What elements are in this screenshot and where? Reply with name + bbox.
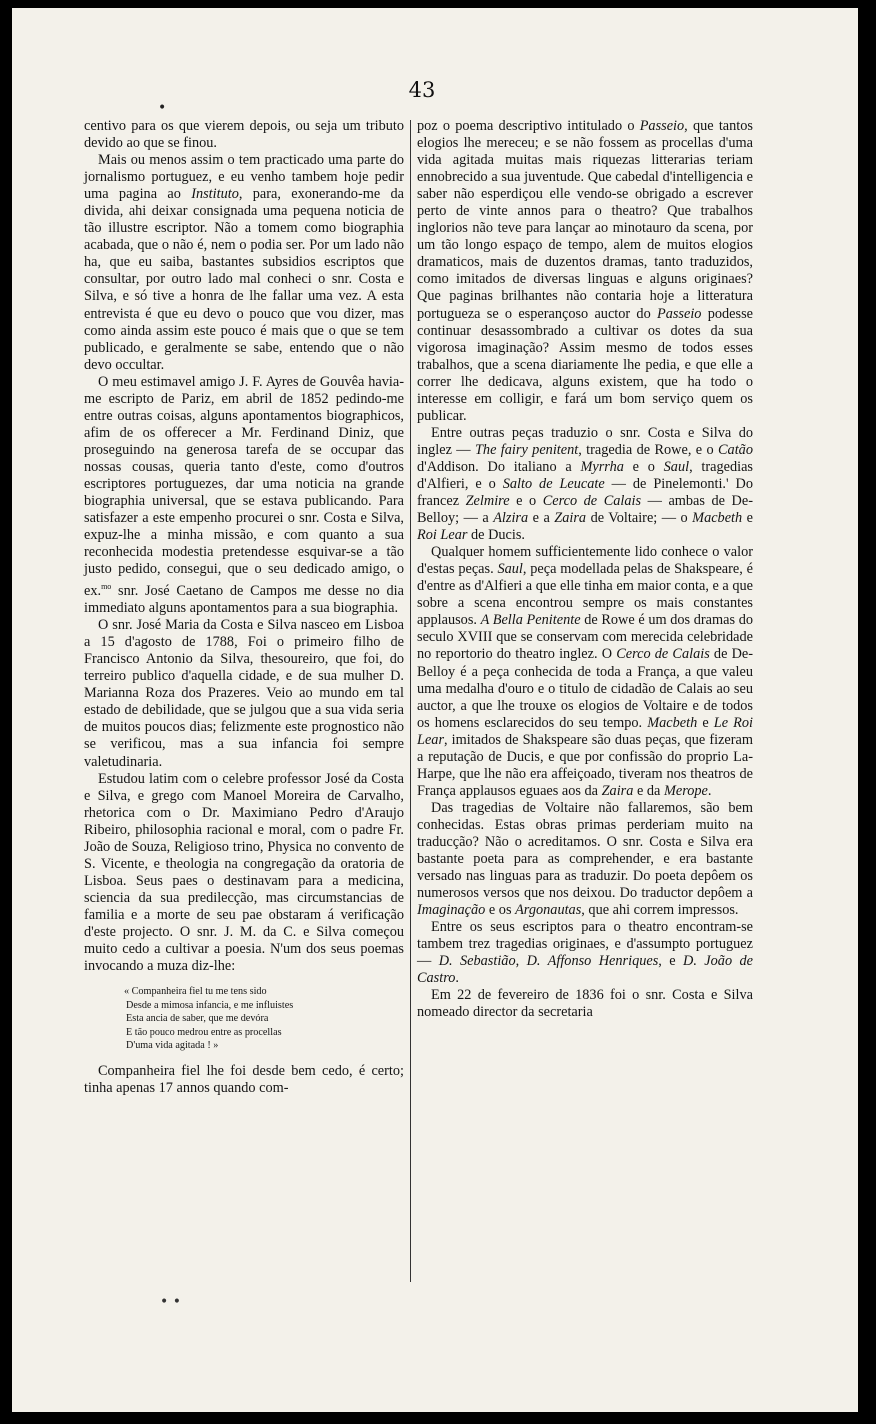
bottom-mark: • • bbox=[160, 1294, 181, 1310]
paragraph: Entre os seus escriptos para o theatro encontram-se tambem trez tragedias originaes, e d'assumpto portuguez — D. Sebastião, D. Affonso Henriques, e D. João de Castro. bbox=[417, 919, 753, 987]
poem-line: « Companheira fiel tu me tens sido bbox=[124, 986, 267, 998]
poem-line: Esta ancia de saber, que me devóra bbox=[126, 1013, 269, 1025]
paragraph: Companheira fiel lhe foi desde bem cedo, é certo; tinha apenas 17 annos quando com- bbox=[84, 1063, 404, 1097]
right-column bbox=[417, 118, 753, 1021]
poem-line: D'uma vida agitada ! » bbox=[126, 1040, 219, 1052]
paragraph: centivo para os que vierem depois, ou seja um tributo devido ao que se finou. bbox=[84, 118, 404, 152]
column-divider bbox=[410, 120, 411, 1282]
paragraph: Em 22 de fevereiro de 1836 foi o snr. Costa e Silva nomeado director da secretaria bbox=[417, 987, 753, 1021]
paragraph: O meu estimavel amigo J. F. Ayres de Gouvêa havia-me escripto de Pariz, em abril de 1852 pedindo-me entre outras coisas, alguns apontamentos biographicos, afim de os offerecer a Mr. Ferdinand Diniz, que proseguindo na generosa tarefa de se occupar das nossas cousas, queria tanto d'este, como d'outros escriptores portuguezes, dar uma noticia na grande biographia universal, que se estava publicando. Para satisfazer a este empenho procurei o snr. Costa e Silva, expuz-lhe a minha missão, e com quanto a sua reconhecida modestia pretendesse esquivar-se a tão justo pedido, consegui, que o seu dedicado amigo, o ex.$^{mo}$ snr. José Caetano de Campos me desse no dia immediato alguns apontamentos para a sua biographia. bbox=[84, 373, 404, 617]
paragraph: Entre outras peças traduzio o snr. Costa e Silva do inglez — The fairy penitent, tragedia de Rowe, e o Catão d'Addison. Do italiano a Myrrha e o Saul, tragedias d'Alfieri, e o Salto de Leucate — de Pinelemonti.' Do francez Zelmire e o Cerco de Calais — ambas de De-Belloy; — a Alzira e a Zaira de Voltaire; — o Macbeth e Roi Lear de Ducis. bbox=[417, 424, 754, 544]
document-page bbox=[12, 8, 858, 1412]
paragraph: Qualquer homem sufficientemente lido conhece o valor d'estas peças. Saul, peça modellada pelas de Shakspeare, é d'entre as d'Alfieri a que elle tinha em maior conta, e a que sobre a scena encontrou sempre os mais constantes applausos. A Bella Penitente de Rowe é um dos dramas do seculo XVIII que se conservam com merecida celebridade no reportorio do theatro inglez. O Cerco de Calais de De-Belloy é a peça conhecida de toda a França, a que valeu uma medalha d'ouro e o titulo de cidadão de Calais ao seu auctor, a que lhe trouxe os elogios de Voltaire e de todos os homens esclarecidos do seu tempo. Macbeth e Le Roi Lear, imitados de Shakspeare são duas peças, que fizeram a reputação de Ducis, e que por confissão do proprio La-Harpe, que lhe não era affeiçoado, tiveram nos theatros de França applausos eguaes aos da Zaira e da Merope. bbox=[417, 544, 753, 799]
poem-line: Desde a mimosa infancia, e me influistes bbox=[126, 999, 294, 1011]
left-column bbox=[84, 118, 404, 1097]
top-mark: • bbox=[158, 100, 167, 116]
paragraph: O snr. José Maria da Costa e Silva nasceo em Lisboa a 15 d'agosto de 1788, Foi o primeiro filho de Francisco Antonio da Silva, thesoureiro, que foi, do terreiro publico d'aquella cidade, e de sua mulher D. Marianna Roza dos Prazeres. Veio ao mundo em tal estado de debilidade, que se julgou que a sua vida seria de muitos poucos dias; felizmente este prognostico não se verificou, mas a sua infancia foi sempre valetudinaria. bbox=[84, 617, 404, 770]
page-number: 43 bbox=[408, 78, 436, 102]
poem-quote bbox=[124, 985, 404, 1053]
paragraph: poz o poema descriptivo intitulado o Passeio, que tantos elogios lhe mereceu; e se não fossem as procellas d'uma vida agitada muitas mais riquezas litterarias teriam ennobrecido a sua juventude. Que cabedal d'intelligencia e saber não esperdiçou elle vendo-se obrigado a escrever perto de vinte annos para o theatro? Que trabalhos inglorios não teve para lançar ao minotauro da scena, por um tão longo espaço de tempo, alem de muitos elogios dramaticos, mais de duzentos dramas, tanto traduzidos, como imitados de diversas linguas e alguns originaes? Que paginas brilhantes não contaria hoje a litteratura portugueza se o esperançoso auctor do Passeio podesse continuar desassombrado a cultivar os dotes da sua vigorosa imaginação? Assim mesmo de todos esses trabalhos, que a scena diariamente lhe pedia, e que elle a correr lhe dedicava, alguns existem, que ha todo o interesse em colligir, e fará um bom serviço quem os publicar. bbox=[417, 118, 753, 424]
paragraph: Das tragedias de Voltaire não fallaremos, são bem conhecidas. Estas obras primas perderiam muito na traducção? Não o acreditamos. O snr. Costa e Silva era bastante poeta para as comprehender, e era bastante versado nas linguas para as traduzir. Do poeta depôem os numerosos versos que nos deixou. Do traductor depôem a Imaginação e os Argonautas, que ahi correm impressos. bbox=[417, 799, 753, 919]
paragraph: Mais ou menos assim o tem practicado uma parte do jornalismo portuguez, e eu venho tambem hoje pedir uma pagina ao Instituto, para, exonerando-me da divida, ahi deixar consignada uma pequena noticia de tão illustre escriptor. Não a tomem como biographia acabada, que o não é, nem o podia ser. Por um lado não ha, que eu saiba, bastantes subsidios escriptos que consultar, por outro lado mal conheci o snr. Costa e Silva, e só tive a honra de lhe fallar uma vez. A esta entrevista é que eu devo o pouco que vou dizer, mas como ainda assim este pouco é mais que o que se tem publicado, e geralmente se sabe, entendo que o não devo occultar. bbox=[84, 152, 404, 373]
poem-line: E tão pouco medrou entre as procellas bbox=[126, 1026, 282, 1038]
paragraph: Estudou latim com o celebre professor José da Costa e Silva, e grego com Manoel Moreira de Carvalho, rhetorica com o Dr. Maximiano Pedro d'Araujo Ribeiro, philosophia racional e moral, com o padre Fr. João de Souza, Religioso trino, Physica no convento de S. Vicente, e theologia na congregação da oratoria de Lisboa. Seus paes o destinavam para a medicina, sciencia da sua predilecção, mas circumstancias de familia e a morte de seu pae obstaram á verificação d'este projecto. O snr. J. M. da C. e Silva começou muito cedo a cultivar a poesia. N'um dos seus poemas invocando a muza diz-lhe: bbox=[84, 770, 404, 975]
